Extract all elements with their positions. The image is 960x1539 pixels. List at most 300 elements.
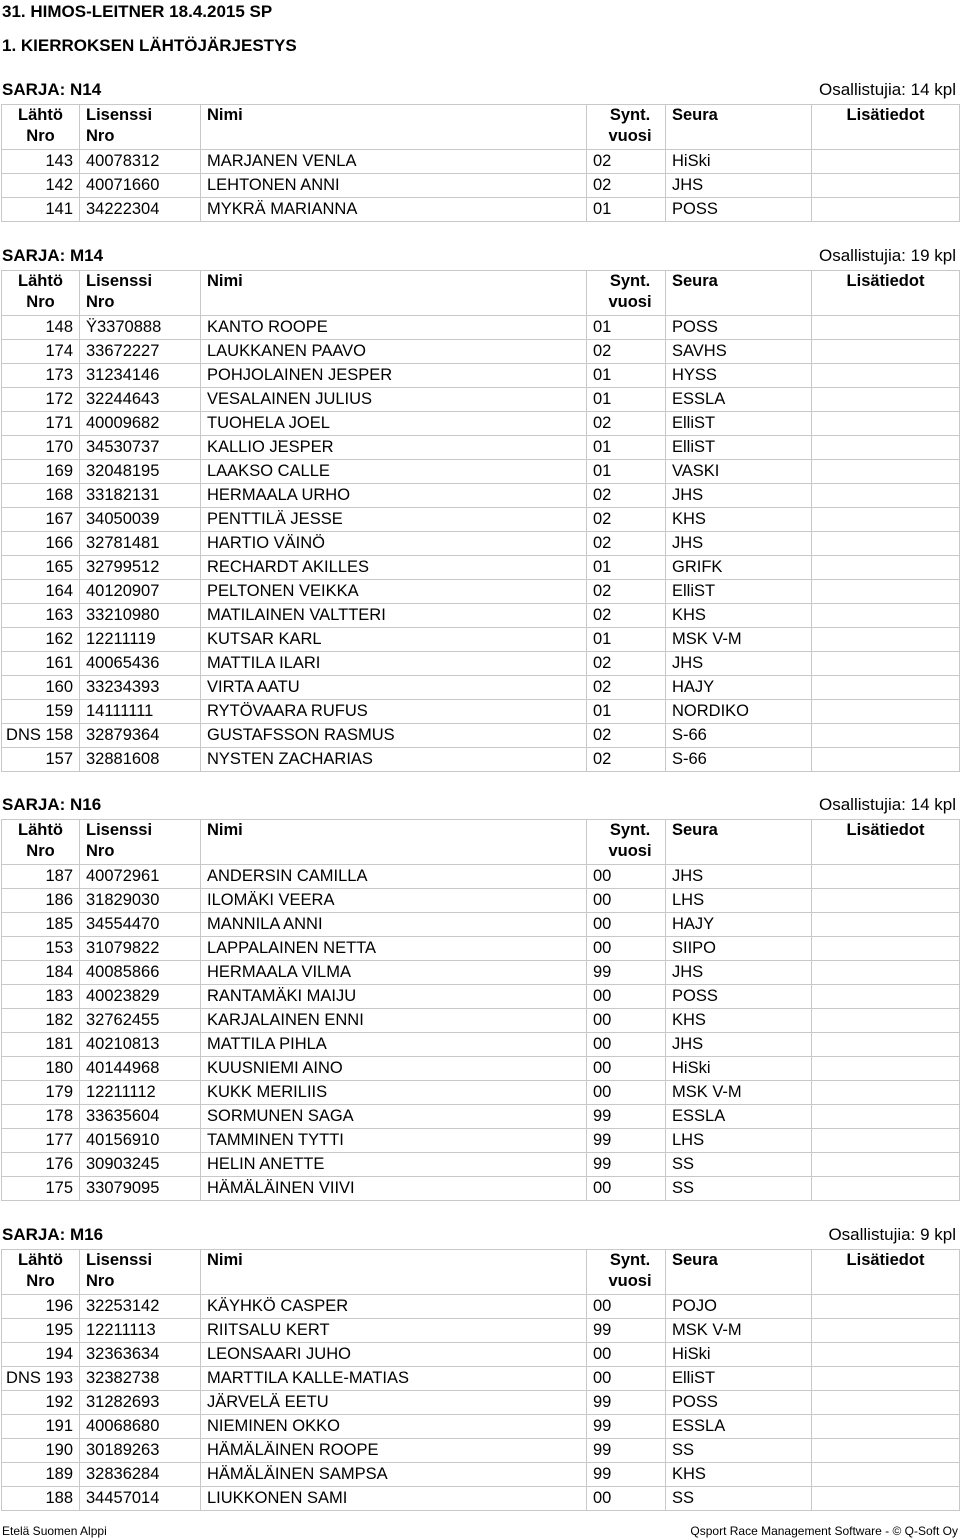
license-number-cell: Ÿ3370888 bbox=[80, 316, 201, 340]
club-cell: POSS bbox=[666, 198, 812, 222]
club-cell: SS bbox=[666, 1487, 812, 1511]
info-cell bbox=[812, 174, 960, 198]
start-number-cell: DNS 193 bbox=[2, 1367, 80, 1391]
table-row bbox=[2, 580, 960, 604]
club-cell: KHS bbox=[666, 604, 812, 628]
start-number-cell: 168 bbox=[2, 484, 80, 508]
license-number-cell: 32363634 bbox=[80, 1343, 201, 1367]
club-cell: SAVHS bbox=[666, 340, 812, 364]
club-cell: LHS bbox=[666, 1129, 812, 1153]
club-cell: MSK V-M bbox=[666, 1081, 812, 1105]
license-number-cell: 31829030 bbox=[80, 889, 201, 913]
info-cell bbox=[812, 1415, 960, 1439]
participant-count: Osallistujia: 19 kpl bbox=[818, 246, 956, 265]
name-cell: LAPPALAINEN NETTA bbox=[201, 937, 587, 961]
birth-year-cell: 02 bbox=[587, 532, 666, 556]
section-header bbox=[0, 80, 960, 104]
birth-year-cell: 01 bbox=[587, 460, 666, 484]
start-number-cell: 163 bbox=[2, 604, 80, 628]
header-nro-label: Nro bbox=[26, 127, 55, 145]
info-cell bbox=[812, 676, 960, 700]
license-number-cell: 34457014 bbox=[80, 1487, 201, 1511]
name-cell: HÄMÄLÄINEN SAMPSA bbox=[201, 1463, 587, 1487]
start-number-cell: 160 bbox=[2, 676, 80, 700]
birth-year-cell: 02 bbox=[587, 724, 666, 748]
header-lisatiedot: Lisätiedot bbox=[812, 820, 960, 865]
license-number-cell: 32382738 bbox=[80, 1367, 201, 1391]
header-seura: Seura bbox=[666, 271, 812, 316]
name-cell: PELTONEN VEIKKA bbox=[201, 580, 587, 604]
header-nro-label: Nro bbox=[86, 1272, 115, 1290]
birth-year-cell: 00 bbox=[587, 889, 666, 913]
page-title: 31. HIMOS-LEITNER 18.4.2015 SP bbox=[2, 2, 273, 21]
name-cell: HÄMÄLÄINEN ROOPE bbox=[201, 1439, 587, 1463]
birth-year-cell: 01 bbox=[587, 628, 666, 652]
section-3 bbox=[0, 1225, 960, 1511]
start-number-cell: 195 bbox=[2, 1319, 80, 1343]
start-number-cell: 188 bbox=[2, 1487, 80, 1511]
birth-year-cell: 02 bbox=[587, 340, 666, 364]
birth-year-cell: 02 bbox=[587, 580, 666, 604]
start-number-cell: 194 bbox=[2, 1343, 80, 1367]
birth-year-cell: 99 bbox=[587, 961, 666, 985]
info-cell bbox=[812, 556, 960, 580]
header-lisatiedot: Lisätiedot bbox=[812, 271, 960, 316]
info-cell bbox=[812, 748, 960, 772]
header-synt-label: Synt. bbox=[609, 821, 651, 839]
info-cell bbox=[812, 1057, 960, 1081]
name-cell: PENTTILÄ JESSE bbox=[201, 508, 587, 532]
club-cell: JHS bbox=[666, 484, 812, 508]
name-cell: ILOMÄKI VEERA bbox=[201, 889, 587, 913]
name-cell: LIUKKONEN SAMI bbox=[201, 1487, 587, 1511]
info-cell bbox=[812, 1391, 960, 1415]
table-row bbox=[2, 364, 960, 388]
start-number-cell: 153 bbox=[2, 937, 80, 961]
header-vuosi-label: vuosi bbox=[608, 127, 652, 145]
club-cell: SS bbox=[666, 1439, 812, 1463]
table-row bbox=[2, 1439, 960, 1463]
table-row bbox=[2, 412, 960, 436]
start-number-cell: 175 bbox=[2, 1177, 80, 1201]
header-nro-label: Nro bbox=[86, 842, 115, 860]
license-number-cell: 33079095 bbox=[80, 1177, 201, 1201]
name-cell: GUSTAFSSON RASMUS bbox=[201, 724, 587, 748]
info-cell bbox=[812, 1343, 960, 1367]
header-lahto-label: Lähtö bbox=[18, 1251, 63, 1269]
name-cell: NIEMINEN OKKO bbox=[201, 1415, 587, 1439]
header-lahto-label: Lähtö bbox=[18, 106, 63, 124]
start-number-cell: 161 bbox=[2, 652, 80, 676]
birth-year-cell: 00 bbox=[587, 913, 666, 937]
club-cell: POSS bbox=[666, 1391, 812, 1415]
license-number-cell: 34554470 bbox=[80, 913, 201, 937]
info-cell bbox=[812, 889, 960, 913]
section-header bbox=[0, 246, 960, 270]
club-cell: POSS bbox=[666, 316, 812, 340]
table-row bbox=[2, 1343, 960, 1367]
club-cell: HAJY bbox=[666, 676, 812, 700]
start-number-cell: 157 bbox=[2, 748, 80, 772]
info-cell bbox=[812, 985, 960, 1009]
start-number-cell: 170 bbox=[2, 436, 80, 460]
license-number-cell: 33210980 bbox=[80, 604, 201, 628]
header-nimi: Nimi bbox=[201, 820, 587, 865]
license-number-cell: 40144968 bbox=[80, 1057, 201, 1081]
birth-year-cell: 99 bbox=[587, 1319, 666, 1343]
table-row bbox=[2, 532, 960, 556]
header-nro-label: Nro bbox=[86, 293, 115, 311]
name-cell: LEONSAARI JUHO bbox=[201, 1343, 587, 1367]
birth-year-cell: 02 bbox=[587, 412, 666, 436]
start-number-cell: 143 bbox=[2, 150, 80, 174]
info-cell bbox=[812, 388, 960, 412]
header-synt-label: Synt. bbox=[609, 1251, 651, 1269]
birth-year-cell: 99 bbox=[587, 1463, 666, 1487]
name-cell: RANTAMÄKI MAIJU bbox=[201, 985, 587, 1009]
license-number-cell: 32048195 bbox=[80, 460, 201, 484]
table-row bbox=[2, 388, 960, 412]
header-seura: Seura bbox=[666, 1250, 812, 1295]
header-lisenssi-nro bbox=[80, 271, 201, 316]
license-number-cell: 14111111 bbox=[80, 700, 201, 724]
table-row bbox=[2, 628, 960, 652]
name-cell: NYSTEN ZACHARIAS bbox=[201, 748, 587, 772]
start-number-cell: 178 bbox=[2, 1105, 80, 1129]
info-cell bbox=[812, 1367, 960, 1391]
license-number-cell: 32799512 bbox=[80, 556, 201, 580]
name-cell: KUUSNIEMI AINO bbox=[201, 1057, 587, 1081]
license-number-cell: 32836284 bbox=[80, 1463, 201, 1487]
license-number-cell: 33635604 bbox=[80, 1105, 201, 1129]
header-lahto-label: Lähtö bbox=[18, 821, 63, 839]
header-synt-vuosi bbox=[587, 105, 666, 150]
start-number-cell: 192 bbox=[2, 1391, 80, 1415]
birth-year-cell: 00 bbox=[587, 865, 666, 889]
club-cell: HiSki bbox=[666, 150, 812, 174]
start-number-cell: 191 bbox=[2, 1415, 80, 1439]
name-cell: LEHTONEN ANNI bbox=[201, 174, 587, 198]
info-cell bbox=[812, 364, 960, 388]
club-cell: JHS bbox=[666, 865, 812, 889]
table-row bbox=[2, 700, 960, 724]
info-cell bbox=[812, 198, 960, 222]
table-row bbox=[2, 508, 960, 532]
license-number-cell: 31234146 bbox=[80, 364, 201, 388]
birth-year-cell: 00 bbox=[587, 1295, 666, 1319]
license-number-cell: 12211119 bbox=[80, 628, 201, 652]
club-cell: HiSki bbox=[666, 1057, 812, 1081]
header-lahto-nro bbox=[2, 105, 80, 150]
start-number-cell: 142 bbox=[2, 174, 80, 198]
club-cell: POSS bbox=[666, 985, 812, 1009]
name-cell: MATTILA ILARI bbox=[201, 652, 587, 676]
name-cell: SORMUNEN SAGA bbox=[201, 1105, 587, 1129]
name-cell: POHJOLAINEN JESPER bbox=[201, 364, 587, 388]
club-cell: GRIFK bbox=[666, 556, 812, 580]
birth-year-cell: 02 bbox=[587, 676, 666, 700]
header-lahto-label: Lähtö bbox=[18, 272, 63, 290]
header-vuosi-label: vuosi bbox=[608, 293, 652, 311]
header-lisenssi-label: Lisenssi bbox=[86, 272, 153, 290]
info-cell bbox=[812, 1033, 960, 1057]
section-1 bbox=[0, 246, 960, 772]
info-cell bbox=[812, 532, 960, 556]
table-header-row bbox=[2, 1250, 960, 1295]
club-cell: ESSLA bbox=[666, 1105, 812, 1129]
table-row bbox=[2, 1415, 960, 1439]
birth-year-cell: 01 bbox=[587, 316, 666, 340]
name-cell: VESALAINEN JULIUS bbox=[201, 388, 587, 412]
start-number-cell: 183 bbox=[2, 985, 80, 1009]
info-cell bbox=[812, 865, 960, 889]
name-cell: MYKRÄ MARIANNA bbox=[201, 198, 587, 222]
info-cell bbox=[812, 1439, 960, 1463]
name-cell: KARJALAINEN ENNI bbox=[201, 1009, 587, 1033]
name-cell: HARTIO VÄINÖ bbox=[201, 532, 587, 556]
club-cell: KHS bbox=[666, 1463, 812, 1487]
name-cell: TUOHELA JOEL bbox=[201, 412, 587, 436]
birth-year-cell: 00 bbox=[587, 1343, 666, 1367]
birth-year-cell: 99 bbox=[587, 1153, 666, 1177]
club-cell: HiSki bbox=[666, 1343, 812, 1367]
license-number-cell: 31079822 bbox=[80, 937, 201, 961]
license-number-cell: 33182131 bbox=[80, 484, 201, 508]
club-cell: ESSLA bbox=[666, 1415, 812, 1439]
club-cell: S-66 bbox=[666, 748, 812, 772]
club-cell: SS bbox=[666, 1177, 812, 1201]
table-row bbox=[2, 556, 960, 580]
info-cell bbox=[812, 1295, 960, 1319]
table-row bbox=[2, 150, 960, 174]
club-cell: ElliST bbox=[666, 580, 812, 604]
table-row bbox=[2, 1177, 960, 1201]
birth-year-cell: 99 bbox=[587, 1105, 666, 1129]
header-synt-vuosi bbox=[587, 820, 666, 865]
info-cell bbox=[812, 700, 960, 724]
table-row bbox=[2, 460, 960, 484]
start-number-cell: 174 bbox=[2, 340, 80, 364]
license-number-cell: 40156910 bbox=[80, 1129, 201, 1153]
header-vuosi-label: vuosi bbox=[608, 842, 652, 860]
section-header bbox=[0, 795, 960, 819]
license-number-cell: 32244643 bbox=[80, 388, 201, 412]
start-number-cell: 176 bbox=[2, 1153, 80, 1177]
license-number-cell: 32881608 bbox=[80, 748, 201, 772]
start-number-cell: 166 bbox=[2, 532, 80, 556]
table-row bbox=[2, 961, 960, 985]
license-number-cell: 34050039 bbox=[80, 508, 201, 532]
license-number-cell: 40120907 bbox=[80, 580, 201, 604]
license-number-cell: 12211113 bbox=[80, 1319, 201, 1343]
birth-year-cell: 01 bbox=[587, 700, 666, 724]
start-list-table bbox=[1, 270, 960, 772]
start-number-cell: 169 bbox=[2, 460, 80, 484]
birth-year-cell: 99 bbox=[587, 1391, 666, 1415]
header-vuosi-label: vuosi bbox=[608, 1272, 652, 1290]
club-cell: JHS bbox=[666, 174, 812, 198]
info-cell bbox=[812, 937, 960, 961]
info-cell bbox=[812, 1105, 960, 1129]
info-cell bbox=[812, 1009, 960, 1033]
birth-year-cell: 00 bbox=[587, 985, 666, 1009]
name-cell: HÄMÄLÄINEN VIIVI bbox=[201, 1177, 587, 1201]
start-number-cell: 187 bbox=[2, 865, 80, 889]
table-row bbox=[2, 1367, 960, 1391]
name-cell: KUKK MERILIIS bbox=[201, 1081, 587, 1105]
club-cell: MSK V-M bbox=[666, 628, 812, 652]
license-number-cell: 40085866 bbox=[80, 961, 201, 985]
table-row bbox=[2, 1319, 960, 1343]
name-cell: ANDERSIN CAMILLA bbox=[201, 865, 587, 889]
header-nro-label: Nro bbox=[26, 842, 55, 860]
header-nro-label: Nro bbox=[26, 293, 55, 311]
table-row bbox=[2, 1057, 960, 1081]
info-cell bbox=[812, 412, 960, 436]
license-number-cell: 40078312 bbox=[80, 150, 201, 174]
birth-year-cell: 00 bbox=[587, 1367, 666, 1391]
start-number-cell: 165 bbox=[2, 556, 80, 580]
table-row bbox=[2, 604, 960, 628]
start-number-cell: 185 bbox=[2, 913, 80, 937]
table-row bbox=[2, 198, 960, 222]
info-cell bbox=[812, 1177, 960, 1201]
birth-year-cell: 01 bbox=[587, 436, 666, 460]
birth-year-cell: 01 bbox=[587, 556, 666, 580]
header-lisenssi-label: Lisenssi bbox=[86, 821, 153, 839]
club-cell: ElliST bbox=[666, 412, 812, 436]
info-cell bbox=[812, 580, 960, 604]
license-number-cell: 40009682 bbox=[80, 412, 201, 436]
club-cell: NORDIKO bbox=[666, 700, 812, 724]
name-cell: RIITSALU KERT bbox=[201, 1319, 587, 1343]
header-lisenssi-nro bbox=[80, 1250, 201, 1295]
start-number-cell: 171 bbox=[2, 412, 80, 436]
participant-count: Osallistujia: 9 kpl bbox=[828, 1225, 956, 1244]
page-subtitle: 1. KIERROKSEN LÄHTÖJÄRJESTYS bbox=[2, 36, 297, 55]
birth-year-cell: 00 bbox=[587, 1177, 666, 1201]
info-cell bbox=[812, 340, 960, 364]
birth-year-cell: 00 bbox=[587, 1009, 666, 1033]
license-number-cell: 32253142 bbox=[80, 1295, 201, 1319]
birth-year-cell: 02 bbox=[587, 508, 666, 532]
header-lisatiedot: Lisätiedot bbox=[812, 1250, 960, 1295]
name-cell: KALLIO JESPER bbox=[201, 436, 587, 460]
start-number-cell: 189 bbox=[2, 1463, 80, 1487]
club-cell: KHS bbox=[666, 508, 812, 532]
header-lahto-nro bbox=[2, 271, 80, 316]
info-cell bbox=[812, 961, 960, 985]
info-cell bbox=[812, 1463, 960, 1487]
info-cell bbox=[812, 1487, 960, 1511]
info-cell bbox=[812, 652, 960, 676]
header-lahto-nro bbox=[2, 820, 80, 865]
birth-year-cell: 02 bbox=[587, 652, 666, 676]
license-number-cell: 34222304 bbox=[80, 198, 201, 222]
participant-count: Osallistujia: 14 kpl bbox=[818, 80, 956, 99]
club-cell: KHS bbox=[666, 1009, 812, 1033]
name-cell: KANTO ROOPE bbox=[201, 316, 587, 340]
name-cell: KÄYHKÖ CASPER bbox=[201, 1295, 587, 1319]
table-row bbox=[2, 889, 960, 913]
info-cell bbox=[812, 913, 960, 937]
license-number-cell: 40071660 bbox=[80, 174, 201, 198]
license-number-cell: 40068680 bbox=[80, 1415, 201, 1439]
start-number-cell: 159 bbox=[2, 700, 80, 724]
table-header-row bbox=[2, 271, 960, 316]
info-cell bbox=[812, 316, 960, 340]
license-number-cell: 32762455 bbox=[80, 1009, 201, 1033]
start-number-cell: 186 bbox=[2, 889, 80, 913]
name-cell: LAUKKANEN PAAVO bbox=[201, 340, 587, 364]
club-cell: JHS bbox=[666, 532, 812, 556]
club-cell: SIIPO bbox=[666, 937, 812, 961]
license-number-cell: 30189263 bbox=[80, 1439, 201, 1463]
license-number-cell: 40210813 bbox=[80, 1033, 201, 1057]
license-number-cell: 33672227 bbox=[80, 340, 201, 364]
table-row bbox=[2, 1105, 960, 1129]
name-cell: MATTILA PIHLA bbox=[201, 1033, 587, 1057]
start-number-cell: 164 bbox=[2, 580, 80, 604]
header-nro-label: Nro bbox=[86, 127, 115, 145]
table-row bbox=[2, 748, 960, 772]
license-number-cell: 40072961 bbox=[80, 865, 201, 889]
start-list-table bbox=[1, 1249, 960, 1511]
table-row bbox=[2, 1009, 960, 1033]
header-seura: Seura bbox=[666, 820, 812, 865]
birth-year-cell: 99 bbox=[587, 1415, 666, 1439]
info-cell bbox=[812, 604, 960, 628]
info-cell bbox=[812, 1153, 960, 1177]
table-row bbox=[2, 937, 960, 961]
header-nimi: Nimi bbox=[201, 271, 587, 316]
info-cell bbox=[812, 628, 960, 652]
start-list-table bbox=[1, 819, 960, 1201]
header-seura: Seura bbox=[666, 105, 812, 150]
license-number-cell: 30903245 bbox=[80, 1153, 201, 1177]
start-number-cell: 148 bbox=[2, 316, 80, 340]
birth-year-cell: 00 bbox=[587, 1487, 666, 1511]
section-name: SARJA: N16 bbox=[2, 795, 102, 814]
info-cell bbox=[812, 724, 960, 748]
name-cell: RYTÖVAARA RUFUS bbox=[201, 700, 587, 724]
header-nro-label: Nro bbox=[26, 1272, 55, 1290]
table-row bbox=[2, 1487, 960, 1511]
table-row bbox=[2, 1295, 960, 1319]
start-number-cell: 180 bbox=[2, 1057, 80, 1081]
name-cell: TAMMINEN TYTTI bbox=[201, 1129, 587, 1153]
table-row bbox=[2, 1153, 960, 1177]
table-row bbox=[2, 174, 960, 198]
table-row bbox=[2, 865, 960, 889]
club-cell: ElliST bbox=[666, 436, 812, 460]
birth-year-cell: 00 bbox=[587, 937, 666, 961]
table-row bbox=[2, 484, 960, 508]
table-row bbox=[2, 1129, 960, 1153]
name-cell: HERMAALA VILMA bbox=[201, 961, 587, 985]
table-row bbox=[2, 1033, 960, 1057]
birth-year-cell: 99 bbox=[587, 1439, 666, 1463]
table-row bbox=[2, 1081, 960, 1105]
table-row bbox=[2, 913, 960, 937]
start-number-cell: 172 bbox=[2, 388, 80, 412]
name-cell: MANNILA ANNI bbox=[201, 913, 587, 937]
header-lisenssi-nro bbox=[80, 105, 201, 150]
club-cell: JHS bbox=[666, 1033, 812, 1057]
header-lisenssi-label: Lisenssi bbox=[86, 106, 153, 124]
participant-count: Osallistujia: 14 kpl bbox=[818, 795, 956, 814]
birth-year-cell: 02 bbox=[587, 748, 666, 772]
